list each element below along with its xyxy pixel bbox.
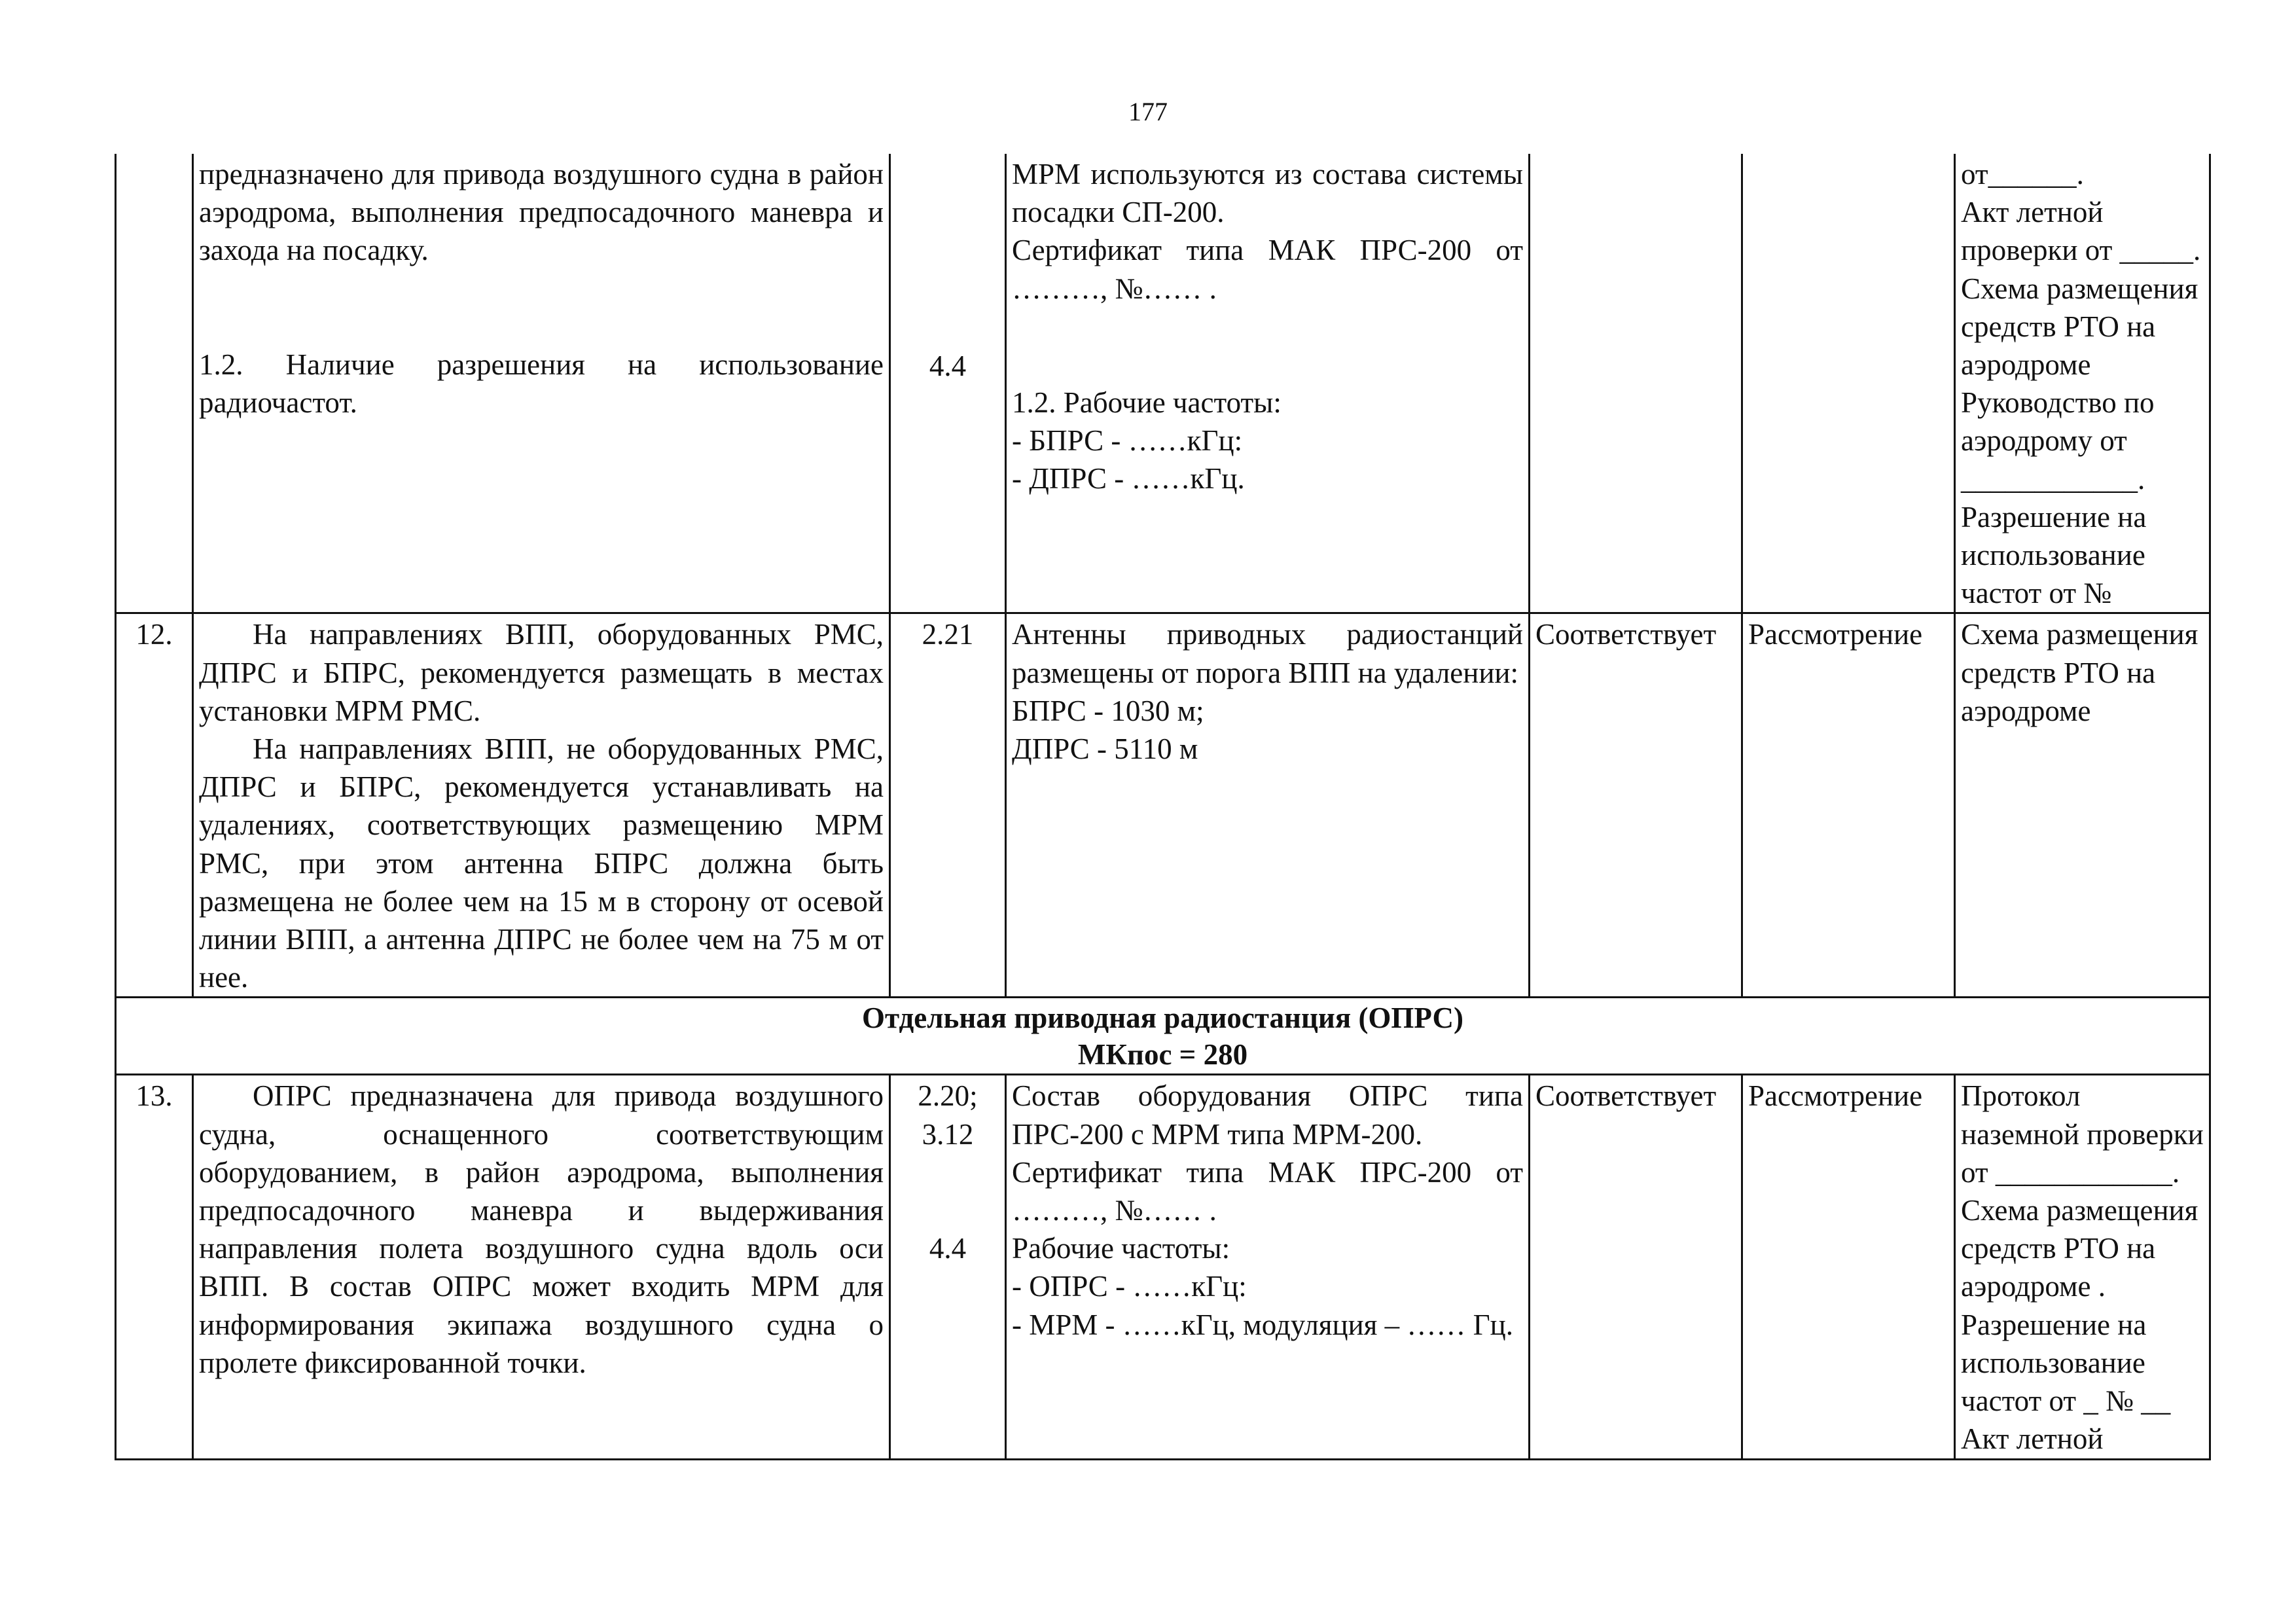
actual-text: БПРС - 1030 м; <box>1012 694 1204 727</box>
table-row <box>116 154 2210 613</box>
requirement-text: ОПРС предназначена для привода воздушного судна, оснащенного соответствующим оборудованием, в район аэродрома, выполнения предпосадочного маневра и выдерживания направления полета воздушного судна вдоль оси ВПП. В состав ОПРС может входить МРМ для информирования экипажа воздушного судна о пролете фиксированной точки. <box>199 1079 884 1379</box>
section-title: Отдельная приводная радиостанция (ОПРС) <box>862 1001 1463 1035</box>
requirement-cell <box>193 1075 890 1459</box>
reference-cell <box>890 613 1006 998</box>
reference-cell <box>890 1075 1006 1459</box>
reference-clause: 2.20; <box>918 1079 978 1113</box>
reference-clause: 2.21 <box>922 618 974 651</box>
row-number: 12. <box>116 613 193 998</box>
actual-cell <box>1006 1075 1530 1459</box>
compliance-table <box>115 154 2211 1460</box>
table-row <box>116 613 2210 998</box>
actual-text: - МРМ - ……кГц, модуляция – …… Гц. <box>1012 1308 1513 1341</box>
documents-cell <box>1955 613 2210 998</box>
compliance-cell: Соответствует <box>1530 613 1742 998</box>
document-entry: от______. <box>1961 158 2084 190</box>
actual-text: 1.2. Рабочие частоты: <box>1012 386 1282 419</box>
requirement-cell <box>193 613 890 998</box>
actual-text: - ДПРС - ……кГц. <box>1012 462 1245 496</box>
method-cell: Рассмотрение <box>1742 1075 1955 1459</box>
reference-clause: 4.4 <box>929 1231 967 1265</box>
requirement-text: На направлениях ВПП, не оборудованных РМС, ДПРС и БПРС, рекомендуется устанавливать на удалениях, соответствующих размещению МРМ РМС, при этом антенна БПРС должна быть размещена не более чем на 15 м в сторону от осевой линии ВПП, а антенна ДПРС не более чем на 75 м от нее. <box>199 732 884 994</box>
document-entry: Разрешение на использование частот от _ № __ <box>1961 1308 2171 1418</box>
actual-text: Антенны приводных радиостанций размещены от порога ВПП на удалении: <box>1012 618 1523 689</box>
actual-text: - ОПРС - ……кГц: <box>1012 1270 1247 1303</box>
actual-text: Состав оборудования ОПРС типа ПРС-200 с МРМ типа МРМ-200. <box>1012 1079 1523 1151</box>
documents-cell <box>1955 154 2210 613</box>
method-cell: Рассмотрение <box>1742 613 1955 998</box>
requirement-text: На направлениях ВПП, оборудованных РМС, ДПРС и БПРС, рекомендуется размещать в местах установки МРМ РМС. <box>199 618 884 727</box>
reference-cell <box>890 154 1006 613</box>
document-entry: Руководство по аэродрому от ____________. <box>1961 386 2155 496</box>
document-entry: Разрешение на использование частот от № <box>1961 500 2147 610</box>
page-number: 177 <box>1128 97 1168 126</box>
section-subtitle: МКпос = 280 <box>1077 1038 1248 1072</box>
document-entry: Протокол наземной проверки от ____________. <box>1961 1079 2204 1189</box>
actual-cell <box>1006 613 1530 998</box>
reference-clause: 4.4 <box>929 350 967 382</box>
compliance-cell <box>1530 154 1742 613</box>
actual-text: Сертификат типа МАК ПРС-200 от ………, №…… . <box>1012 1155 1523 1227</box>
compliance-cell: Соответствует <box>1530 1075 1742 1459</box>
requirement-text: 1.2. Наличие разрешения на использование радиочастот. <box>199 348 884 419</box>
section-header <box>116 998 2210 1075</box>
documents-cell <box>1955 1075 2210 1459</box>
method-cell <box>1742 154 1955 613</box>
actual-text: ДПРС - 5110 м <box>1012 732 1198 766</box>
section-header-row <box>116 998 2210 1075</box>
actual-text: МРМ используются из состава системы посадки СП-200. <box>1012 158 1523 229</box>
document-entry: Схема размещения средств РТО на аэродроме <box>1961 272 2198 382</box>
requirement-cell <box>193 154 890 613</box>
actual-text: Сертификат типа МАК ПРС-200 от ………, №…… . <box>1012 234 1523 305</box>
row-number: 13. <box>116 1075 193 1459</box>
requirement-text: предназначено для привода воздушного судна в район аэродрома, выполнения предпосадочного маневра и захода на посадку. <box>199 158 884 267</box>
actual-cell <box>1006 154 1530 613</box>
document-entry: Схема размещения средств РТО на аэродроме <box>1961 618 2198 727</box>
row-number <box>116 154 193 613</box>
document-entry: Акт летной <box>1961 1422 2104 1456</box>
table-row <box>116 1075 2210 1459</box>
actual-text: - БПРС - ……кГц: <box>1012 424 1243 458</box>
document-entry: Акт летной проверки от _____. <box>1961 196 2201 267</box>
document-entry: Схема размещения средств РТО на аэродроме . <box>1961 1194 2198 1303</box>
actual-text: Рабочие частоты: <box>1012 1232 1230 1265</box>
reference-clause: 3.12 <box>922 1117 974 1151</box>
